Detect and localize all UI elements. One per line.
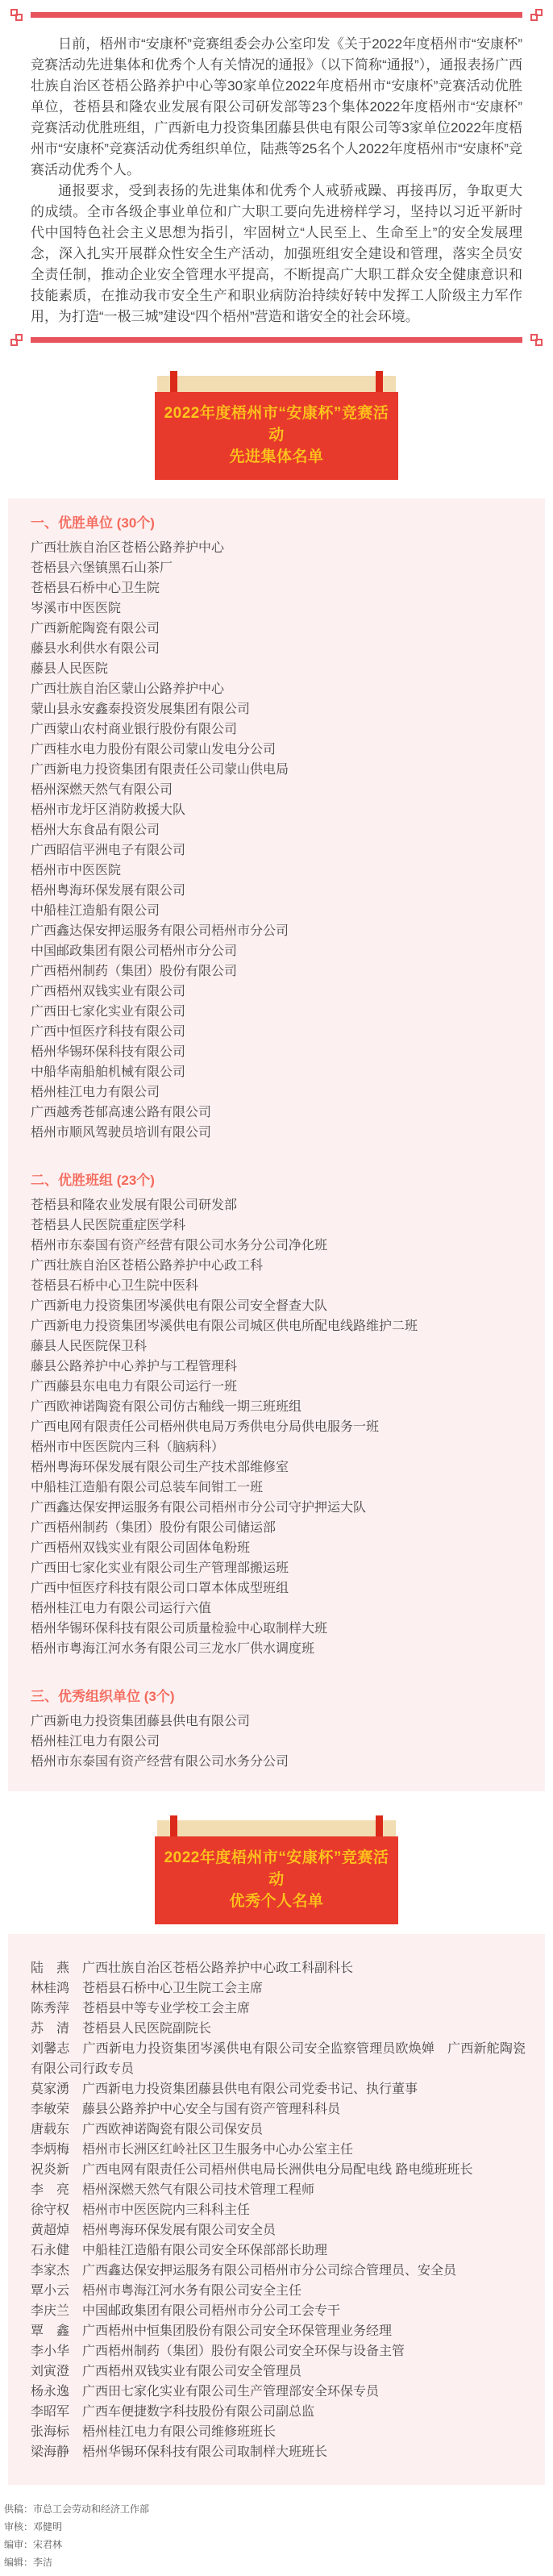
banner-hanger <box>157 1820 396 1836</box>
list-item: 梧州市中医医院内三科（脑病科） <box>31 1440 225 1454</box>
list-item: 梧州华锡环保科技有限公司质量检验中心取制样大班 <box>31 1622 328 1636</box>
credit-line: 编辑：李洁 <box>4 2557 53 2568</box>
list-item: 苍梧县人民医院重症医学科 <box>31 1219 186 1232</box>
list-item: 梧州桂江电力有限公司运行六值 <box>31 1602 212 1615</box>
person-entry: 徐守权 梧州市中医医院内三科科主任 <box>31 2203 251 2217</box>
person-entry: 刘寅澄 广西梧州双钱实业有限公司安全管理员 <box>31 2365 302 2378</box>
credit-line: 审核：邓健明 <box>4 2521 63 2532</box>
list-item: 藤县水利供水有限公司 <box>31 642 160 656</box>
person-entry: 梁海静 梧州华锡环保科技有限公司取制样大班班长 <box>31 2445 328 2459</box>
person-entry: 李家杰 广西鑫达保安押运服务有限公司梧州市分公司综合管理员、安全员 <box>31 2264 457 2278</box>
list-item: 梧州华锡环保科技有限公司 <box>31 1045 186 1059</box>
list-item: 广西新舵陶瓷有限公司 <box>31 622 160 636</box>
section-title: 三、优秀组织单位 (3个) <box>31 1689 175 1704</box>
collectives-panel <box>8 498 545 1791</box>
person-entry: 覃小云 梧州市粤海江河水务有限公司安全主任 <box>31 2284 302 2298</box>
list-item: 梧州大东食品有限公司 <box>31 823 160 837</box>
person-entry: 李 亮 梧州深燃天然气有限公司技术管理工程师 <box>31 2183 315 2197</box>
list-item: 中船桂江造船有限公司 <box>31 904 160 918</box>
list-item: 梧州市顺风驾驶员培训有限公司 <box>31 1126 212 1140</box>
section-winning-units <box>31 513 526 1143</box>
list-item: 梧州桂江电力有限公司 <box>31 1086 160 1099</box>
list-item: 梧州深燃天然气有限公司 <box>31 783 173 797</box>
list-item: 藤县公路养护中心养护与工程管理科 <box>31 1360 238 1373</box>
list-item: 广西桂水电力股份有限公司蒙山发电分公司 <box>31 743 276 757</box>
list-item: 广西中恒医疗科技有限公司 <box>31 1025 186 1039</box>
corner-squares-icon <box>530 9 543 21</box>
person-entry: 刘馨志 广西新电力投资集团岑溪供电有限公司安全监察管理员欧焕婵 广西新舵陶瓷有限公司行政专员 <box>31 2042 526 2076</box>
individuals-list <box>31 1958 526 2462</box>
list-item: 苍梧县石桥中心卫生院中医科 <box>31 1279 199 1293</box>
list-item: 梧州市龙圩区消防救援大队 <box>31 803 186 817</box>
list-item: 广西梧州制药（集团）股份有限公司 <box>31 965 238 978</box>
list-item: 广西新电力投资集团藤县供电有限公司 <box>31 1715 251 1728</box>
person-entry: 杨永逸 广西田七家化实业有限公司生产管理部安全环保专员 <box>31 2385 380 2399</box>
banner-body <box>155 392 398 480</box>
person-entry: 李昭军 广西车便捷数字科技股份有限公司副总监 <box>31 2405 315 2419</box>
credit-line: 供稿：市总工会劳动和经济工作部 <box>4 2503 150 2515</box>
list-item: 广西壮族自治区苍梧公路养护中心 <box>31 541 225 555</box>
person-entry: 陈秀萍 苍梧县中等专业学校工会主席 <box>31 2002 251 2015</box>
list-item: 广西藤县东电电力有限公司运行一班 <box>31 1380 238 1394</box>
banner-title-line1: 2022年度梧州市“安康杯”竞赛活动 <box>164 405 389 444</box>
person-entry: 覃 鑫 广西梧州中恒集团股份有限公司安全环保管理业务经理 <box>31 2324 393 2338</box>
banner-pin-icon <box>170 1815 177 1836</box>
list-item: 苍梧县石桥中心卫生院 <box>31 581 160 595</box>
list-item: 苍梧县和隆农业发展有限公司研发部 <box>31 1198 238 1212</box>
list-item: 广西鑫达保安押运服务有限公司梧州市分公司守护押运大队 <box>31 1501 367 1515</box>
article-footer <box>0 2485 553 2576</box>
banner-body <box>155 1836 398 1924</box>
section-list <box>31 1711 526 1772</box>
list-item: 广西梧州双钱实业有限公司 <box>31 985 186 998</box>
section-title: 二、优胜班组 (23个) <box>31 1173 155 1188</box>
individuals-panel <box>8 1934 545 2485</box>
person-entry: 李庆兰 中国邮政集团有限公司梧州市分公司工会专干 <box>31 2304 341 2318</box>
credits-list <box>4 2500 545 2571</box>
intro-section <box>0 22 553 327</box>
list-item: 广西田七家化实业有限公司生产管理部搬运班 <box>31 1561 289 1575</box>
list-item: 梧州市中医医院 <box>31 864 122 877</box>
list-item: 广西新电力投资集团岑溪供电有限公司安全督查大队 <box>31 1299 328 1313</box>
person-entry: 唐载东 广西欧神诺陶瓷有限公司保安员 <box>31 2123 264 2136</box>
list-item: 广西田七家化实业有限公司 <box>31 1005 186 1019</box>
intro-paragraph-2: 通报要求，受到表扬的先进集体和优秀个人戒骄戒躁、再接再厉，争取更大的成绩。全市各级企事业单位和广大职工要向先进榜样学习，坚持以习近平新时代中国特色社会主义思想为指引，牢固树立“人民至上、生命至上”的安全发展理念，深入扎实开展群众性安全生产活动，加强班组安全建设和管理，落实全员安全责任制，推动企业安全管理水平提高，不断提高广大职工群众安全健康意识和技能素质，在推动我市安全生产和职业病防治持续好转中发挥工人阶级主力军作用，为打造“一极三城”建设“四个梧州”营造和谐安全的社会环境。 <box>31 183 522 324</box>
list-item: 广西越秀苍郁高速公路有限公司 <box>31 1106 212 1119</box>
corner-squares-icon <box>530 334 543 346</box>
section-list <box>31 538 526 1143</box>
person-entry: 祝炎新 广西电网有限责任公司梧州供电局长洲供电分局配电线 路电缆班班长 <box>31 2163 473 2177</box>
section-title: 一、优胜单位 (30个) <box>31 515 155 531</box>
section-winning-teams <box>31 1170 526 1659</box>
person-entry: 李敏荣 藤县公路养护中心安全与国有资产管理科科员 <box>31 2103 341 2116</box>
list-item: 梧州桂江电力有限公司 <box>31 1735 160 1749</box>
intro-paragraph-1: 日前，梧州市“安康杯”竞赛组委会办公室印发《关于2022年度梧州市“安康杯”竞赛活动先进集体和优秀个人有关情况的通报》（以下简称“通报”），通报表扬广西壮族自治区苍梧公路养护中心等30家单位2022年度梧州市“安康杯”竞赛活动优胜单位，苍梧县和隆农业发展有限公司研发部等23个集体2022年度梧州市“安康杯”竞赛活动优胜班组，广西新电力投资集团藤县供电有限公司等3家单位2022年度梧州市“安康杯”竞赛活动优秀组织单位，陆燕等25名个人2022年度梧州市“安康杯”竞赛活动优秀个人。 <box>31 36 522 177</box>
list-item: 蒙山县永安鑫泰投资发展集团有限公司 <box>31 702 251 716</box>
list-item: 广西壮族自治区蒙山公路养护中心 <box>31 682 225 696</box>
person-entry: 张海标 梧州桂江电力有限公司维修班班长 <box>31 2425 276 2439</box>
list-item: 岑溪市中医医院 <box>31 602 122 615</box>
person-entry: 林桂鸿 苍梧县石桥中心卫生院工会主席 <box>31 1982 264 1995</box>
list-item: 广西中恒医疗科技有限公司口罩本体成型班组 <box>31 1582 289 1595</box>
person-entry: 李炳梅 梧州市长洲区红岭社区卫生服务中心办公室主任 <box>31 2143 354 2157</box>
corner-squares-icon <box>10 9 23 21</box>
section-list <box>31 1195 526 1659</box>
list-item: 广西新电力投资集团岑溪供电有限公司城区供电所配电线路维护二班 <box>31 1319 418 1333</box>
person-entry: 莫家湧 广西新电力投资集团藤县供电有限公司党委书记、执行董事 <box>31 2082 418 2096</box>
list-item: 广西梧州制药（集团）股份有限公司储运部 <box>31 1521 276 1535</box>
list-item: 广西电网有限责任公司梧州供电局万秀供电分局供电服务一班 <box>31 1420 380 1434</box>
banner-title-line2: 优秀个人名单 <box>229 1893 324 1910</box>
corner-squares-icon <box>10 334 23 346</box>
person-entry: 苏 清 苍梧县人民医院副院长 <box>31 2022 212 2036</box>
list-item: 藤县人民医院 <box>31 662 109 676</box>
list-item: 广西梧州双钱实业有限公司固体龟粉班 <box>31 1541 251 1555</box>
list-item: 广西昭信平洲电子有限公司 <box>31 844 186 857</box>
person-entry: 石永健 中船桂江造船有限公司安全环保部部长助理 <box>31 2244 328 2257</box>
divider-bar <box>31 12 522 18</box>
person-entry: 陆 燕 广西壮族自治区苍梧公路养护中心政工科副科长 <box>31 1961 354 1975</box>
list-item: 苍梧县六堡镇黑石山茶厂 <box>31 561 173 575</box>
banner-title-line2: 先进集体名单 <box>229 448 324 465</box>
list-item: 梧州粤海环保发展有限公司生产技术部维修室 <box>31 1461 289 1474</box>
person-entry: 李小华 广西梧州制药（集团）股份有限公司安全环保与设备主管 <box>31 2345 405 2358</box>
list-item: 中船华南船舶机械有限公司 <box>31 1065 186 1079</box>
list-item: 广西蒙山农村商业银行股份有限公司 <box>31 723 238 736</box>
list-item: 广西鑫达保安押运服务有限公司梧州市分公司 <box>31 924 289 938</box>
list-item: 中国邮政集团有限公司梧州市分公司 <box>31 944 238 958</box>
list-item: 广西新电力投资集团有限责任公司蒙山供电局 <box>31 763 289 777</box>
list-item: 藤县人民医院保卫科 <box>31 1340 148 1353</box>
top-divider <box>0 7 553 22</box>
banner-collectives <box>155 376 398 480</box>
banner-pin-icon <box>376 371 383 392</box>
bottom-divider <box>0 332 553 347</box>
banner-hanger <box>157 376 396 392</box>
list-item: 梧州市东泰国有资产经营有限公司水务分公司 <box>31 1755 289 1769</box>
divider-bar <box>31 337 522 343</box>
person-entry: 黄超焯 梧州粤海环保发展有限公司安全员 <box>31 2224 276 2237</box>
list-item: 梧州粤海环保发展有限公司 <box>31 884 186 898</box>
banner-title-line1: 2022年度梧州市“安康杯”竞赛活动 <box>164 1849 389 1888</box>
banner-individuals <box>155 1820 398 1924</box>
list-item: 广西欧神诺陶瓷有限公司仿古釉线一期三班班组 <box>31 1400 302 1414</box>
section-outstanding-organizers <box>31 1686 526 1772</box>
list-item: 中船桂江造船有限公司总装车间钳工一班 <box>31 1481 264 1494</box>
banner-pin-icon <box>376 1815 383 1836</box>
list-item: 广西壮族自治区苍梧公路养护中心政工科 <box>31 1259 264 1273</box>
list-item: 梧州市粤海江河水务有限公司三龙水厂供水调度班 <box>31 1642 315 1656</box>
credit-line: 编审：宋君林 <box>4 2539 63 2550</box>
list-item: 梧州市东泰国有资产经营有限公司水务分公司净化班 <box>31 1239 328 1253</box>
banner-pin-icon <box>170 371 177 392</box>
